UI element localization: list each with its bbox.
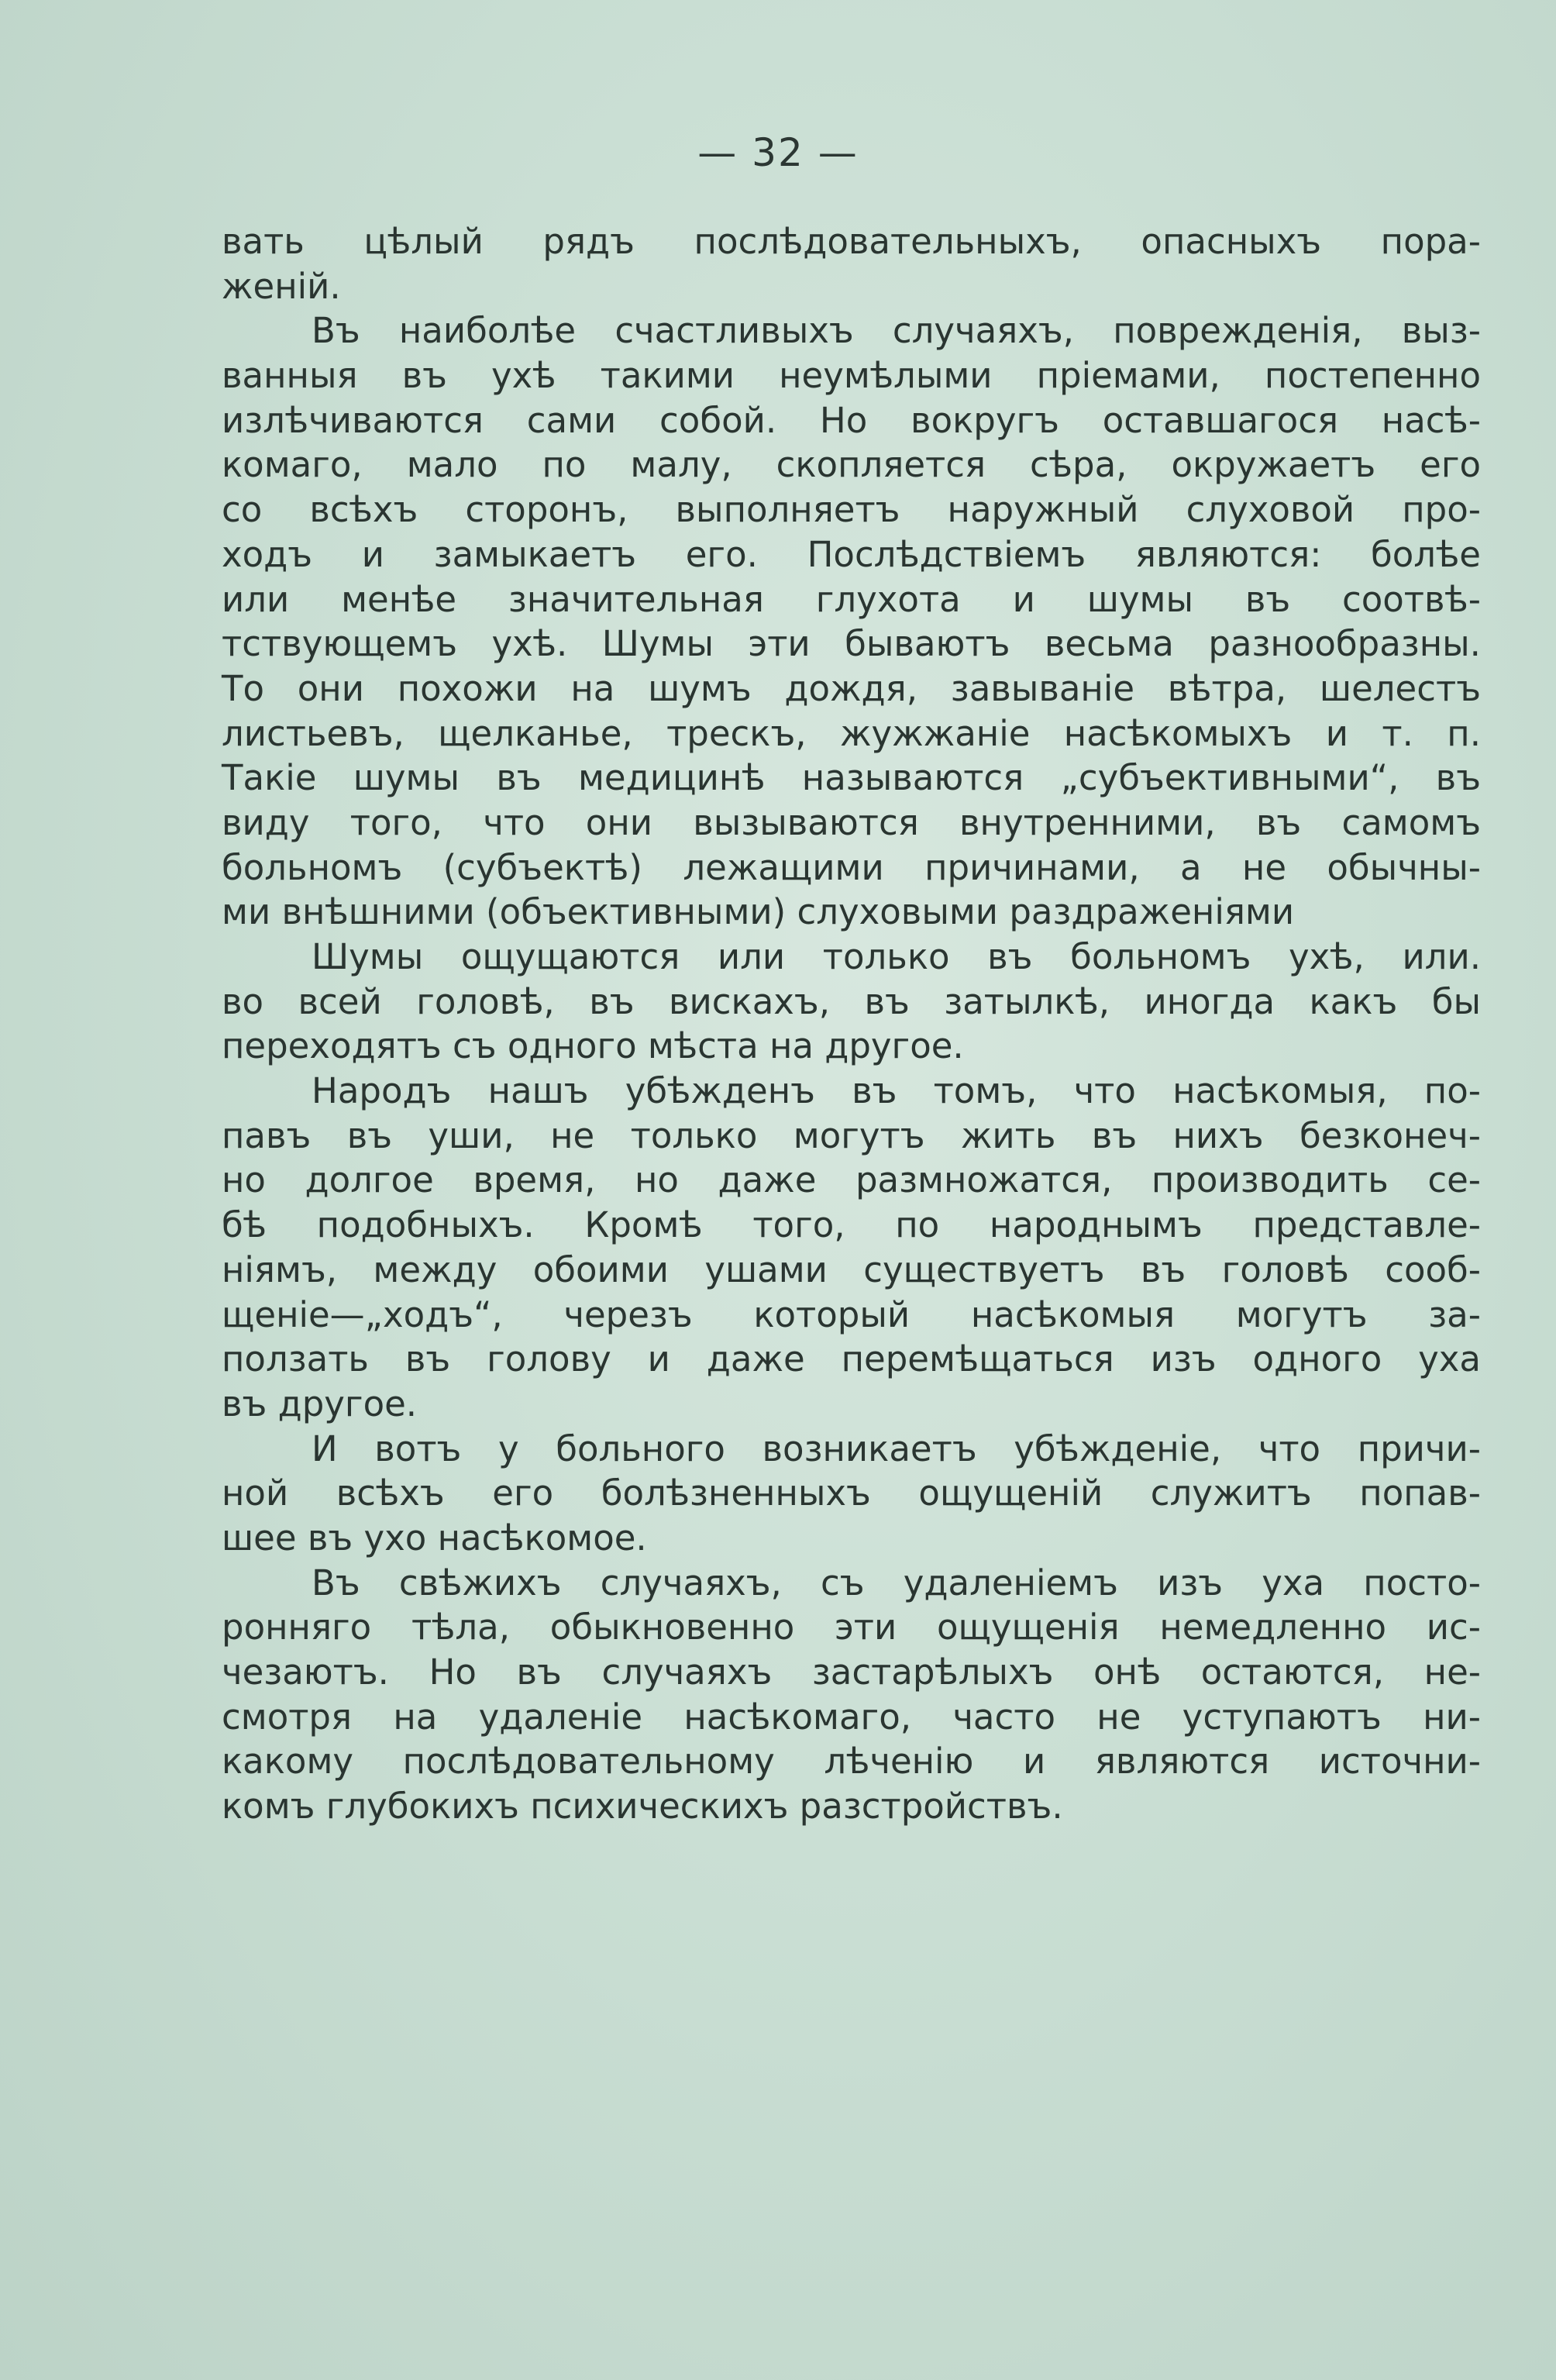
text-line: листьевъ, щелканье, трескъ, жужжаніе насѣкомыхъ и т. п. <box>222 712 1481 754</box>
text-line: шее въ ухо насѣкомое. <box>222 1517 647 1559</box>
text-line: То они похожи на шумъ дождя, завываніе вѣтра, шелестъ <box>222 667 1481 709</box>
text-line: комъ глубокихъ психическихъ разстройствъ. <box>222 1786 1063 1827</box>
text-line: ной всѣхъ его болѣзненныхъ ощущеній служитъ попав- <box>222 1472 1481 1514</box>
text-line: женій. <box>222 265 341 307</box>
text-line: со всѣхъ сторонъ, выполняетъ наружный слуховой про- <box>222 489 1481 531</box>
text-line: Въ свѣжихъ случаяхъ, съ удаленіемъ изъ уха посто- <box>312 1562 1481 1603</box>
text-line: Шумы ощущаются или только въ больномъ ухѣ, или. <box>312 936 1481 977</box>
text-line: излѣчиваются сами собой. Но вокругъ оставшагося насѣ- <box>222 399 1481 441</box>
text-line: комаго, мало по малу, скопляется сѣра, окружаетъ его <box>222 444 1481 486</box>
paragraph <box>222 935 1481 1069</box>
text-line: вать цѣлый рядъ послѣдовательныхъ, опасныхъ пора- <box>222 221 1481 262</box>
text-line: Народъ нашъ убѣжденъ въ томъ, что насѣкомыя, по- <box>312 1070 1481 1112</box>
text-line: переходятъ съ одного мѣста на другое. <box>222 1025 964 1067</box>
text-line: тствующемъ ухѣ. Шумы эти бываютъ весьма разнообразны. <box>222 623 1481 665</box>
text-line: ронняго тѣла, обыкновенно эти ощущенія немедленно ис- <box>222 1607 1481 1648</box>
text-line: ползать въ голову и даже перемѣщаться изъ одного уха <box>222 1338 1481 1380</box>
text-line: бѣ подобныхъ. Кромѣ того, по народнымъ представле- <box>222 1204 1481 1246</box>
text-line: Въ наиболѣе счастливыхъ случаяхъ, поврежденія, выз- <box>312 310 1481 352</box>
text-line: павъ въ уши, не только могутъ жить въ нихъ безконеч- <box>222 1114 1481 1156</box>
text-line: Такіе шумы въ медицинѣ называются „субъективными“, въ <box>222 757 1481 799</box>
text-line: И вотъ у больного возникаетъ убѣжденіе, что причи- <box>312 1428 1481 1469</box>
text-line: ми внѣшними (объективными) слуховыми раздраженіями <box>222 891 1295 933</box>
paragraph <box>222 1069 1481 1427</box>
text-line: въ другое. <box>222 1383 418 1424</box>
text-line: виду того, что они вызываются внутренними, въ самомъ <box>222 801 1481 843</box>
text-line: чезаютъ. Но въ случаяхъ застарѣлыхъ онѣ остаются, не- <box>222 1652 1481 1693</box>
paragraph <box>222 1427 1481 1561</box>
text-line: ніямъ, между обоими ушами существуетъ въ головѣ сооб- <box>222 1249 1481 1290</box>
text-line: ванныя въ ухѣ такими неумѣлыми пріемами, постепенно <box>222 355 1481 397</box>
text-line: или менѣе значительная глухота и шумы въ соотвѣ- <box>222 578 1481 620</box>
body-text <box>222 219 1481 1829</box>
text-line: смотря на удаленіе насѣкомаго, часто не уступаютъ ни- <box>222 1696 1481 1738</box>
paragraph <box>222 308 1481 935</box>
text-line: ходъ и замыкаетъ его. Послѣдствіемъ являются: болѣе <box>222 533 1481 575</box>
paragraph <box>222 219 1481 308</box>
text-line: во всей головѣ, въ вискахъ, въ затылкѣ, иногда какъ бы <box>222 980 1481 1022</box>
text-line: но долгое время, но даже размножатся, производить се- <box>222 1159 1481 1201</box>
paragraph <box>222 1561 1481 1829</box>
text-line: щеніе—„ходъ“, черезъ который насѣкомыя могутъ за- <box>222 1293 1481 1335</box>
text-line: больномъ (субъектѣ) лежащими причинами, а не обычны- <box>222 846 1481 888</box>
page-number: — 32 — <box>697 130 859 175</box>
text-line: какому послѣдовательному лѣченію и являются источни- <box>222 1741 1481 1782</box>
